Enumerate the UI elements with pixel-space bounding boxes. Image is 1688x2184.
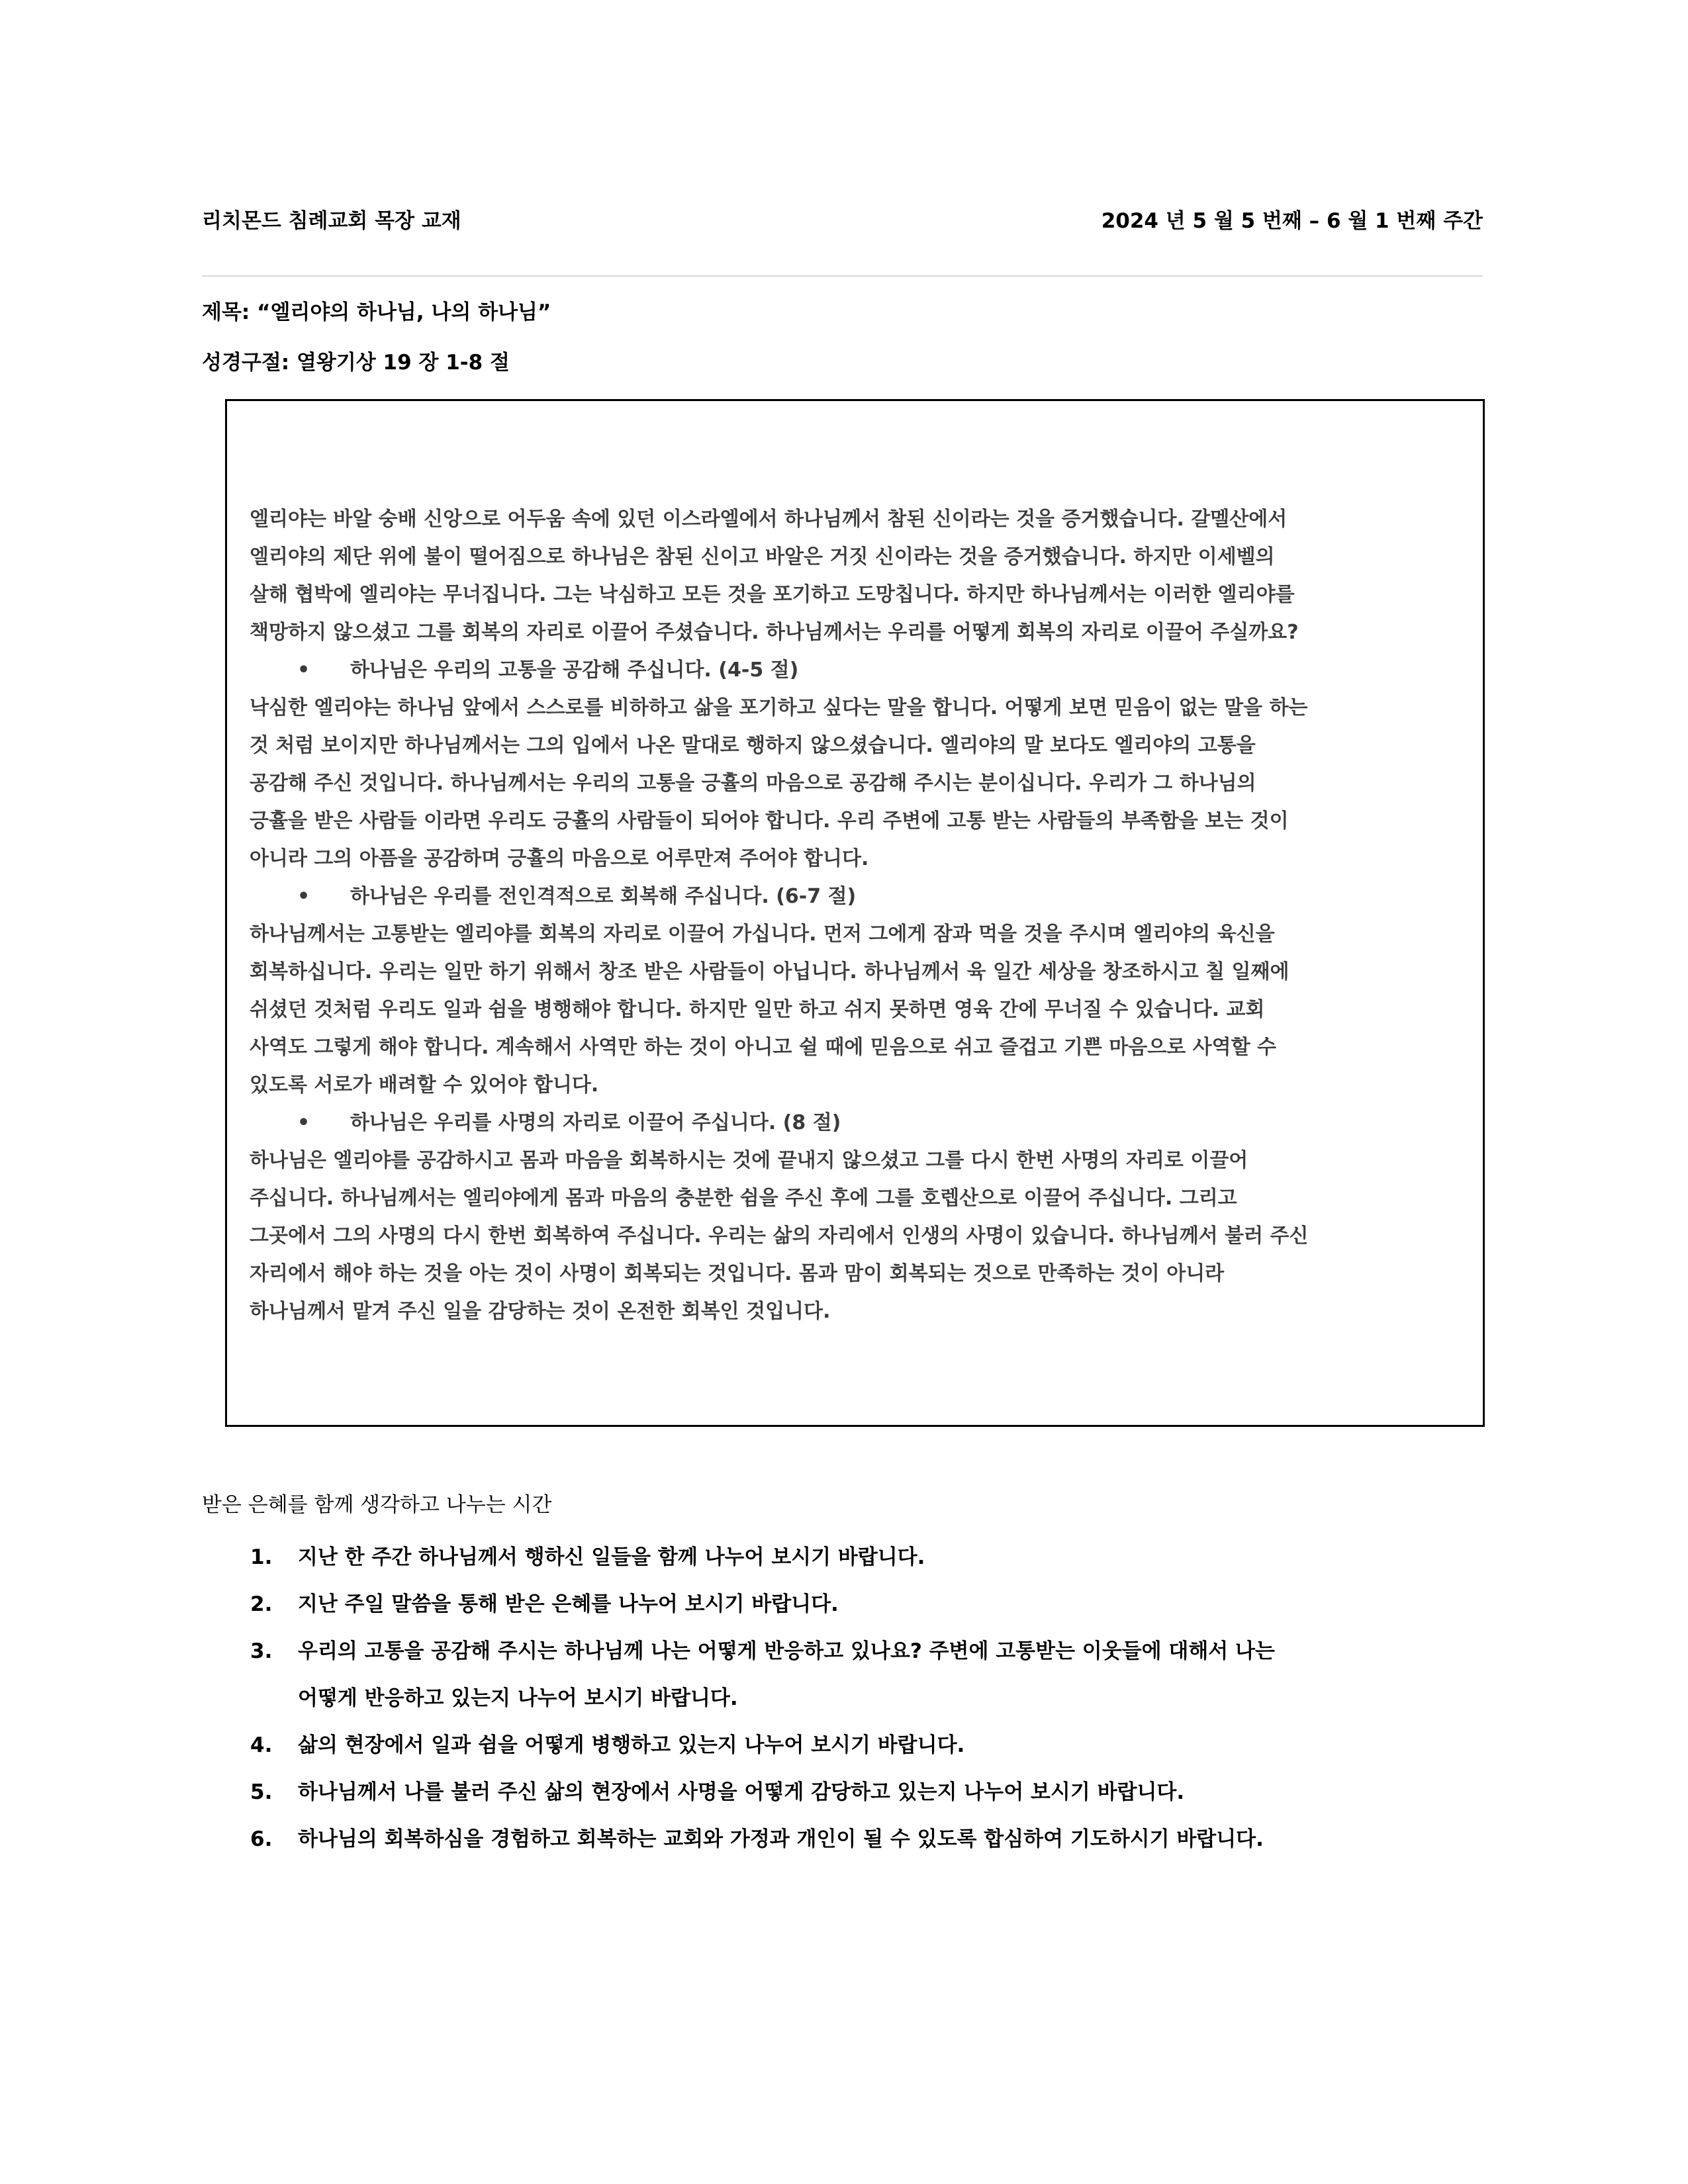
paragraph-line: 공감해 주신 것입니다. 하나님께서는 우리의 고통을 긍휼의 마음으로 공감해 주시는 분이십니다. 우리가 그 하나님의 — [250, 772, 1256, 795]
paragraph-line: 엘리야는 바알 숭배 신앙으로 어두움 속에 있던 이스라엘에서 하나님께서 참된 신이라는 것을 증거했습니다. 갈멜산에서 — [250, 508, 1288, 531]
sermon-summary-box — [225, 399, 1485, 1427]
paragraph-line: 회복하십니다. 우리는 일만 하기 위해서 창조 받은 사람들이 아닙니다. 하나님께서 육 일간 세상을 창조하시고 칠 일째에 — [250, 960, 1289, 983]
paragraph-line: 쉬셨던 것처럼 우리도 일과 쉼을 병행해야 합니다. 하지만 일만 하고 쉬지 못하면 영육 간에 무너질 수 있습니다. 교회 — [250, 998, 1265, 1021]
bullet-text: 하나님은 우리를 전인격적으로 회복해 주십니다. (6-7 절) — [350, 885, 857, 908]
discussion-question — [250, 1581, 1275, 1628]
header-week-range: 2024 년 5 월 5 번째 – 6 월 1 번째 주간 — [1101, 209, 1483, 233]
bullet-icon: • — [297, 1111, 310, 1134]
bullet-point-heading — [250, 878, 1470, 915]
question-text-line: 지난 한 주간 하나님께서 행하신 일들을 함께 나누어 보시기 바랍니다. — [298, 1545, 925, 1569]
question-text-line: 우리의 고통을 공감해 주시는 하나님께 나는 어떻게 반응하고 있나요? 주변에 고통받는 이웃들에 대해서 나는 — [298, 1639, 1275, 1663]
paragraph-line: 것 처럼 보이지만 하나님께서는 그의 입에서 나온 말대로 행하지 않으셨습니다. 엘리야의 말 보다도 엘리야의 고통을 — [250, 734, 1256, 757]
bullet-point-heading — [250, 651, 1470, 689]
bullet-point-heading — [250, 1104, 1470, 1142]
question-number: 6. — [250, 1827, 273, 1851]
paragraph-line: 사역도 그렇게 해야 합니다. 계속해서 사역만 하는 것이 아니고 쉴 때에 믿음으로 쉬고 즐겁고 기쁜 마음으로 사역할 수 — [250, 1036, 1277, 1059]
question-number: 4. — [250, 1733, 273, 1757]
paragraph-line: 엘리야의 제단 위에 불이 떨어짐으로 하나님은 참된 신이고 바알은 거짓 신이라는 것을 증거했습니다. 하지만 이세벨의 — [250, 545, 1275, 569]
bullet-icon: • — [297, 659, 310, 682]
header-church-title: 리치몬드 침례교회 목장 교재 — [202, 209, 461, 233]
sermon-summary-body — [250, 500, 1470, 1330]
discussion-question — [250, 1769, 1275, 1816]
paragraph-line: 주십니다. 하나님께서는 엘리야에게 몸과 마음의 충분한 쉼을 주신 후에 그를 호렙산으로 이끌어 주십니다. 그리고 — [250, 1187, 1237, 1210]
bullet-text: 하나님은 우리를 사명의 자리로 이끌어 주십니다. (8 절) — [350, 1111, 841, 1134]
question-number: 1. — [250, 1545, 273, 1569]
question-number: 5. — [250, 1780, 273, 1804]
question-text-line: 어떻게 반응하고 있는지 나누어 보시기 바랍니다. — [298, 1686, 738, 1710]
bullet-icon: • — [297, 885, 310, 908]
paragraph-line: 긍휼을 받은 사람들 이라면 우리도 긍휼의 사람들이 되어야 합니다. 우리 주변에 고통 받는 사람들의 부족함을 보는 것이 — [250, 809, 1289, 833]
discussion-question-list — [250, 1534, 1275, 1863]
paragraph-line: 살해 협박에 엘리야는 무너집니다. 그는 낙심하고 모든 것을 포기하고 도망칩니다. 하지만 하나님께서는 이러한 엘리야를 — [250, 583, 1295, 606]
question-text-line: 하나님의 회복하심을 경험하고 회복하는 교회와 가정과 개인이 될 수 있도록 합심하여 기도하시기 바랍니다. — [298, 1827, 1264, 1851]
discussion-question — [250, 1628, 1275, 1722]
header-divider — [202, 275, 1483, 277]
sharing-heading: 받은 은혜를 함께 생각하고 나누는 시간 — [202, 1493, 552, 1517]
paragraph-line: 하나님께서는 고통받는 엘리야를 회복의 자리로 이끌어 가십니다. 먼저 그에게 잠과 먹을 것을 주시며 엘리야의 육신을 — [250, 923, 1275, 946]
question-text-line: 지난 주일 말씀을 통해 받은 은혜를 나누어 보시기 바랍니다. — [298, 1592, 839, 1616]
paragraph-line: 하나님은 엘리야를 공감하시고 몸과 마음을 회복하시는 것에 끝내지 않으셨고 그를 다시 한번 사명의 자리로 이끌어 — [250, 1149, 1248, 1172]
paragraph-line: 자리에서 해야 하는 것을 아는 것이 사명이 회복되는 것입니다. 몸과 맘이 회복되는 것으로 만족하는 것이 아니라 — [250, 1262, 1225, 1285]
discussion-question — [250, 1534, 1275, 1581]
discussion-question — [250, 1722, 1275, 1769]
question-text-line: 삶의 현장에서 일과 쉼을 어떻게 병행하고 있는지 나누어 보시기 바랍니다. — [298, 1733, 965, 1757]
discussion-question — [250, 1816, 1275, 1863]
sermon-title: 제목: “엘리야의 하나님, 나의 하나님” — [202, 300, 551, 324]
scripture-reference: 성경구절: 열왕기상 19 장 1-8 절 — [202, 351, 510, 375]
paragraph-line: 그곳에서 그의 사명의 다시 한번 회복하여 주십니다. 우리는 삶의 자리에서 인생의 사명이 있습니다. 하나님께서 불러 주신 — [250, 1224, 1309, 1248]
paragraph-line: 하나님께서 맡겨 주신 일을 감당하는 것이 온전한 회복인 것입니다. — [250, 1300, 831, 1323]
paragraph-line: 있도록 서로가 배려할 수 있어야 합니다. — [250, 1073, 599, 1097]
paragraph-line: 낙심한 엘리야는 하나님 앞에서 스스로를 비하하고 삶을 포기하고 싶다는 말을 합니다. 어떻게 보면 믿음이 없는 말을 하는 — [250, 696, 1308, 719]
bullet-text: 하나님은 우리의 고통을 공감해 주십니다. (4-5 절) — [350, 659, 799, 682]
question-text-line: 하나님께서 나를 불러 주신 삶의 현장에서 사명을 어떻게 감당하고 있는지 나누어 보시기 바랍니다. — [298, 1780, 1185, 1804]
paragraph-line: 아니라 그의 아픔을 공감하며 긍휼의 마음으로 어루만져 주어야 합니다. — [250, 847, 869, 870]
question-number: 2. — [250, 1592, 273, 1616]
paragraph-line: 책망하지 않으셨고 그를 회복의 자리로 이끌어 주셨습니다. 하나님께서는 우리를 어떻게 회복의 자리로 이끌어 주실까요? — [250, 621, 1299, 644]
question-number: 3. — [250, 1639, 273, 1663]
